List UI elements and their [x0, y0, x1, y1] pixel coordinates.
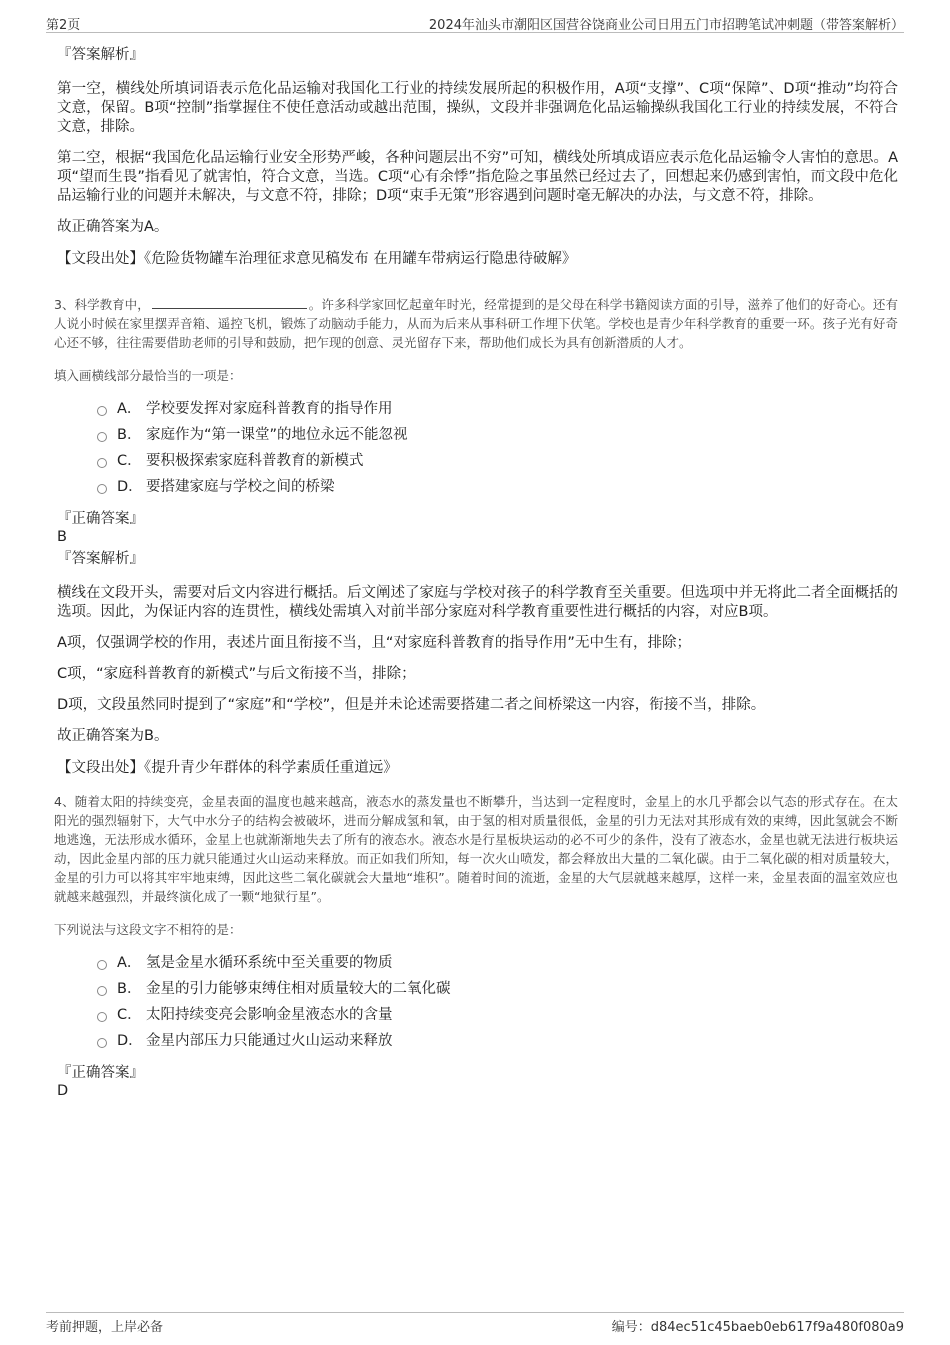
option-b[interactable] — [97, 424, 898, 450]
radio-button[interactable] — [97, 986, 107, 996]
option-letter: B． — [117, 981, 142, 997]
option-letter: A． — [117, 401, 142, 417]
analysis-paragraph: 第二空，根据“我国危化品运输行业安全形势严峻，各种问题层出不穷”可知，横线处所填成语应表示危化品运输令人害怕的意思。A项“望而生畏”指看见了就害怕，符合文意，当选。C项“心有余悸”指危险之事虽然已经过去了，回想起来仍感到害怕，而文段中危化品运输行业的问题并未解决，与文意不符，排除；D项“束手无策”形容遇到问题时毫无解决的办法，与文意不符，排除。 — [57, 150, 898, 204]
option-a[interactable] — [97, 398, 898, 424]
radio-button[interactable] — [97, 960, 107, 970]
analysis-paragraph: 横线在文段开头，需要对后文内容进行概括。后文阐述了家庭与学校对孩子的科学教育至关重要。但选项中并无将此二者全面概括的选项。因此，为保证内容的连贯性，横线处需填入对前半部分家庭对科学教育重要性进行概括的内容，对应B项。 — [57, 585, 898, 620]
page-footer — [46, 1312, 904, 1335]
option-letter: A． — [117, 955, 142, 971]
question-4-stem: 4、随着太阳的持续变亮，金星表面的温度也越来越高，液态水的蒸发量也不断攀升，当达到一定程度时，金星上的水几乎都会以气态的形式存在。在太阳光的强烈辐射下，大气中水分子的结构会被破坏，进而分解成氢和氧，由于氢的相对质量很低，金星的引力无法对其形成有效的束缚，因此氢就会不断地逃逸，无法形成水循环，金星上也就渐渐地失去了所有的液态水。液态水是行星板块运动的必不可少的条件，没有了液态水，金星也就无法进行板块运动，因此金星内部的压力就只能通过火山运动来释放。而正如我们所知，每一次火山喷发，都会释放出大量的二氧化碳。由于二氧化碳的相对质量较大，金星的引力可以将其牢牢地束缚，因此这些二氧化碳就会大量地“堆积”。随着时间的流逝，金星的大气层就越来越厚，这样一来，金星表面的温室效应也就越来越强烈，并最终演化成了一颗“地狱行星”。 — [54, 794, 898, 904]
option-text: 要搭建家庭与学校之间的桥梁 — [146, 479, 335, 495]
analysis-paragraph: 第一空，横线处所填词语表示危化品运输对我国化工行业的持续发展所起的积极作用，A项“支撑”、C项“保障”、D项“推动”均符合文意，保留。B项“控制”指掌握住不使任意活动或越出范围，操纵，文段并非强调危化品运输操纵我国化工行业的持续发展，不符合文意，排除。 — [57, 81, 898, 135]
page-number: 第2页 — [46, 18, 81, 33]
question-3-prompt: 填入画横线部分最恰当的一项是： — [54, 368, 242, 383]
page-header — [46, 12, 904, 33]
question-3-options — [97, 398, 898, 502]
option-letter: C． — [117, 453, 142, 469]
document-body — [54, 44, 898, 1100]
question-3-stem-start: 3、科学教育中， — [54, 297, 150, 312]
radio-button[interactable] — [97, 1012, 107, 1022]
correct-answer-label: 『正确答案』 — [57, 1065, 144, 1081]
correct-answer: D — [57, 1083, 69, 1099]
option-letter: D． — [117, 1033, 143, 1049]
passage-source: 【文段出处】《提升青少年群体的科学素质任重道远》 — [57, 760, 398, 776]
correct-answer-label: 『正确答案』 — [57, 511, 144, 527]
option-text: 金星的引力能够束缚住相对质量较大的二氧化碳 — [146, 981, 451, 997]
document-title: 2024年汕头市潮阳区国营谷饶商业公司日用五门市招聘笔试冲刺题（带答案解析） — [428, 18, 904, 33]
analysis-label: 『答案解析』 — [57, 47, 144, 63]
option-b[interactable] — [97, 978, 898, 1004]
radio-button[interactable] — [97, 406, 107, 416]
passage-source: 【文段出处】《危险货物罐车治理征求意见稿发布 在用罐车带病运行隐患待破解》 — [57, 251, 577, 267]
option-text: 氢是金星水循环系统中至关重要的物质 — [146, 955, 393, 971]
option-c[interactable] — [97, 450, 898, 476]
option-letter: D． — [117, 479, 143, 495]
radio-button[interactable] — [97, 458, 107, 468]
analysis-paragraph: C项，“家庭科普教育的新模式”与后文衔接不当，排除； — [57, 666, 416, 682]
correct-answer: B — [57, 529, 67, 545]
analysis-paragraph: D项，文段虽然同时提到了“家庭”和“学校”，但是并未论述需要搭建二者之间桥梁这一内容，衔接不当，排除。 — [57, 697, 766, 713]
question-4-options — [97, 952, 898, 1056]
option-text: 太阳持续变亮会影响金星液态水的含量 — [146, 1007, 393, 1023]
radio-button[interactable] — [97, 484, 107, 494]
question-3-stem-rest: 。许多科学家回忆起童年时光，经常提到的是父母在科学书籍阅读方面的引导，滋养了他们的好奇心。还有人说小时候在家里摆弄音箱、遥控飞机，锻炼了动脑动手能力，从而为后来从事科研工作埋下伏笔。学校也是青少年科学教育的重要一环。孩子光有好奇心还不够，往往需要借助老师的引导和鼓励，把乍现的创意、灵光留存下来，帮助他们成长为具有创新潜质的人才。 — [54, 297, 898, 350]
option-letter: C． — [117, 1007, 142, 1023]
analysis-paragraph: A项，仅强调学校的作用，表述片面且衔接不当，且“对家庭科普教育的指导作用”无中生有，排除； — [57, 635, 691, 651]
radio-button[interactable] — [97, 1038, 107, 1048]
analysis-paragraph: 故正确答案为A。 — [57, 219, 169, 235]
option-d[interactable] — [97, 1030, 898, 1056]
option-letter: B． — [117, 427, 142, 443]
option-d[interactable] — [97, 476, 898, 502]
question-4-prompt: 下列说法与这段文字不相符的是： — [54, 922, 242, 937]
document-id: 编号：d84ec51c45baeb0eb617f9a480f080a9 — [611, 1320, 904, 1335]
fill-blank — [152, 296, 307, 309]
analysis-paragraph: 故正确答案为B。 — [57, 728, 169, 744]
option-a[interactable] — [97, 952, 898, 978]
option-text: 学校要发挥对家庭科普教育的指导作用 — [146, 401, 393, 417]
option-text: 要积极探索家庭科普教育的新模式 — [146, 453, 364, 469]
option-c[interactable] — [97, 1004, 898, 1030]
footer-slogan: 考前押题，上岸必备 — [46, 1320, 164, 1335]
question-3-stem — [54, 295, 898, 352]
option-text: 家庭作为“第一课堂”的地位永远不能忽视 — [146, 427, 408, 443]
option-text: 金星内部压力只能通过火山运动来释放 — [146, 1033, 393, 1049]
radio-button[interactable] — [97, 432, 107, 442]
analysis-label: 『答案解析』 — [57, 551, 144, 567]
